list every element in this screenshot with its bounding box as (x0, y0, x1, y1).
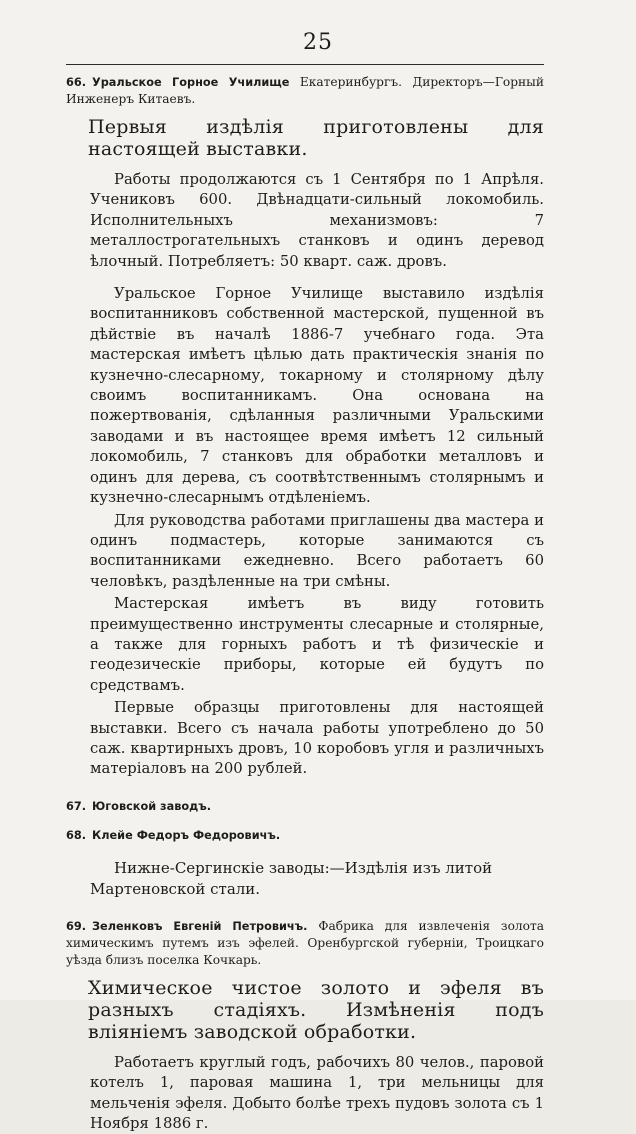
entry-details: Екатеринбургъ. Директоръ—Горный Инженеръ Китаевъ. (66, 75, 544, 106)
entry-name: Уральское Горное Училище (92, 76, 290, 89)
page-number: 25 (303, 30, 333, 55)
entry-name: Юговской заводъ. (92, 799, 212, 813)
paragraph: Уральское Горное Училище выставило издѣлія воспитанниковъ собственной мастерской, пущенной въ дѣйствіе въ началѣ 1886-7 учебнаго года. Эта мастерская имѣетъ цѣлью дать практическія знанія по кузнечно-слесарному, токарному и столярному дѣлу своимъ воспитанникамъ. Она основана на пожертвованія, сдѣланныя различными Уральскими заводами и въ настоящее время имѣетъ 12 сильный локомобиль, 7 станковъ для обработки металловъ и одинъ для дерева, съ соотвѣтственнымъ столярнымъ и кузнечно-слесарнымъ отдѣленіемъ. (90, 285, 544, 507)
entry-68-heading (66, 827, 544, 844)
paragraph: Работы продолжаются съ 1 Сентября по 1 Апрѣля. Учениковъ 600. Двѣнадцати-сильный локомобиль. Исполнительныхъ механизмовъ: 7 металлострогательныхъ станковъ и одинъ деревод ѣлочный. Потребляетъ: 50 кварт. саж. дровъ. (90, 171, 544, 270)
entry-69-subtitle: Химическое чистое золото и эфеля въ разныхъ стадіяхъ. Измѣненія подъ вліяніемъ заводской обработки. (88, 976, 544, 1043)
entry-66-subtitle: Первыя издѣлія приготовлены для настоящей выставки. (88, 116, 544, 160)
paragraph: Для руководства работами приглашены два мастера и одинъ подмастерь, которые занимаются съ воспитанниками ежедневно. Всего работаетъ 60 человѣкъ, раздѣленные на три смѣны. (90, 511, 544, 590)
entry-number: 68. (66, 828, 87, 842)
entry-69-heading (66, 918, 544, 969)
entry-69-body (90, 1053, 544, 1134)
entry-66-heading (66, 74, 544, 108)
entry-name: Клейе Федоръ Федоровичъ. (92, 828, 281, 842)
entry-number: 67. (66, 799, 87, 813)
header-rule (66, 64, 544, 65)
paragraph: Мастерская имѣетъ въ виду готовить преимущественно инструменты слесарные и столярные, а также для горныхъ работъ и тѣ физическіе и геодезическіе приборы, которые ей будутъ по средствамъ. (90, 595, 544, 694)
entry-68-description: Нижне-Сергинскіе заводы:—Издѣлія изъ литой Мартеновской стали. (90, 858, 493, 898)
entry-name: Зеленковъ Евгеній Петровичъ. (92, 919, 308, 933)
paragraph: Первые образцы приготовлены для настоящей выставки. Всего съ начала работы употреблено до 50 саж. квартирныхъ дровъ, 10 коробовъ угля и различныхъ матеріаловъ на 200 рублей. (90, 699, 544, 778)
entry-number: 66. (66, 76, 87, 89)
page-content (66, 74, 544, 1134)
entry-number: 69. (66, 919, 87, 933)
paragraph: Работаетъ круглый годъ, рабочихъ 80 челов., паровой котелъ 1, паровая машина 1, три мельницы для мельченія эфеля. Добыто болѣе трехъ пудовъ золота съ 1 Ноября 1886 г. (90, 1053, 544, 1132)
entry-66-body (90, 170, 544, 780)
entry-67-heading (66, 798, 544, 815)
entry-details: Фабрика для извлеченія золота химическимъ путемъ изъ эфелей. Оренбургской губерніи, Троицкаго уѣзда близъ поселка Кочкарь. (66, 918, 544, 967)
